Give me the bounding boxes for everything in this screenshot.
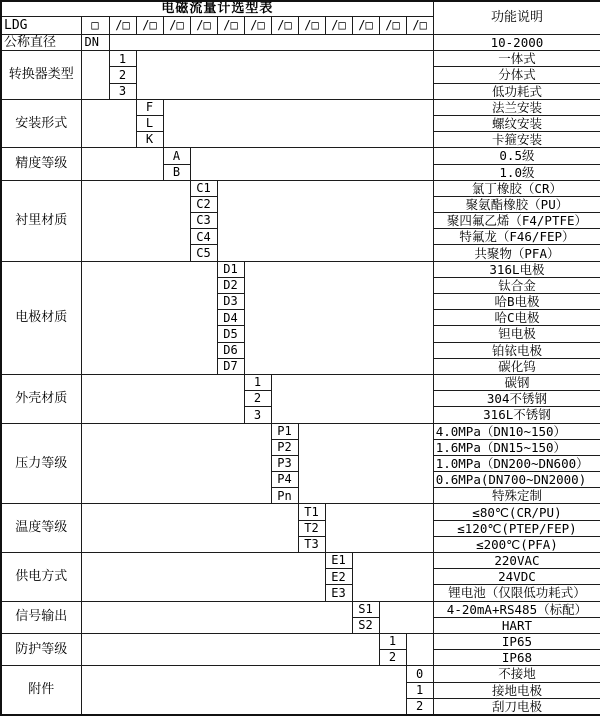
code-cell: 2 bbox=[379, 650, 406, 666]
model-code-slot: /□ bbox=[109, 16, 136, 34]
model-code-slot: /□ bbox=[271, 16, 298, 34]
code-cell: S2 bbox=[352, 617, 379, 633]
function-cell: 316L不锈钢 bbox=[433, 407, 600, 423]
code-cell: C3 bbox=[190, 213, 217, 229]
function-cell: 0.6MPa(DN700~DN2000) bbox=[433, 472, 600, 488]
code-cell: E3 bbox=[325, 585, 352, 601]
spacer-cell bbox=[81, 666, 406, 715]
spacer-cell bbox=[271, 374, 433, 423]
function-cell: 接地电极 bbox=[433, 682, 600, 698]
code-cell: 2 bbox=[244, 391, 271, 407]
code-cell: T3 bbox=[298, 536, 325, 552]
spacer-cell bbox=[136, 51, 433, 100]
group-label: 信号输出 bbox=[1, 601, 81, 633]
function-cell: 锂电池（仅限低功耗式） bbox=[433, 585, 600, 601]
code-cell: P1 bbox=[271, 423, 298, 439]
function-cell: 316L电极 bbox=[433, 261, 600, 277]
function-cell: ≤80℃(CR/PU) bbox=[433, 504, 600, 520]
code-cell: 2 bbox=[109, 67, 136, 83]
group-label: 公称直径 bbox=[1, 35, 81, 51]
function-cell: 哈C电极 bbox=[433, 310, 600, 326]
code-cell: D6 bbox=[217, 342, 244, 358]
spacer-cell bbox=[81, 553, 325, 602]
function-cell: 4-20mA+RS485（标配） bbox=[433, 601, 600, 617]
code-cell: S1 bbox=[352, 601, 379, 617]
function-cell: 钛合金 bbox=[433, 277, 600, 293]
spacer-cell bbox=[81, 374, 244, 423]
code-cell: C5 bbox=[190, 245, 217, 261]
code-cell: E2 bbox=[325, 569, 352, 585]
function-cell: 刮刀电极 bbox=[433, 698, 600, 715]
function-cell: 氯丁橡胶（CR） bbox=[433, 180, 600, 196]
code-cell: P2 bbox=[271, 439, 298, 455]
spacer-cell bbox=[406, 633, 433, 665]
function-cell: ≤120℃(PTEP/FEP) bbox=[433, 520, 600, 536]
code-cell: 2 bbox=[406, 698, 433, 715]
model-base-box: □ bbox=[81, 16, 109, 34]
code-cell: 3 bbox=[109, 83, 136, 99]
group-label: 电极材质 bbox=[1, 261, 81, 374]
spacer-cell bbox=[81, 261, 217, 374]
function-cell: 1.0级 bbox=[433, 164, 600, 180]
function-column-header: 功能说明 bbox=[433, 1, 600, 35]
spacer-cell bbox=[81, 148, 163, 180]
function-cell: 碳化钨 bbox=[433, 358, 600, 374]
function-cell: 铂铱电极 bbox=[433, 342, 600, 358]
code-cell: D3 bbox=[217, 294, 244, 310]
code-cell: K bbox=[136, 132, 163, 148]
code-cell: B bbox=[163, 164, 190, 180]
spacer-cell bbox=[81, 504, 298, 553]
spacer-cell bbox=[298, 423, 433, 504]
code-cell: 1 bbox=[244, 374, 271, 390]
function-cell: 螺纹安装 bbox=[433, 115, 600, 131]
model-code-slot: /□ bbox=[136, 16, 163, 34]
code-cell: 1 bbox=[379, 633, 406, 649]
spacer-cell bbox=[244, 261, 433, 374]
function-cell: IP68 bbox=[433, 650, 600, 666]
group-label: 精度等级 bbox=[1, 148, 81, 180]
function-cell: 一体式 bbox=[433, 51, 600, 67]
code-cell: T2 bbox=[298, 520, 325, 536]
function-cell: 1.0MPa（DN200~DN600） bbox=[433, 455, 600, 471]
model-code-slot: /□ bbox=[352, 16, 379, 34]
function-cell: 卡箍安装 bbox=[433, 132, 600, 148]
function-cell: 24VDC bbox=[433, 569, 600, 585]
model-code-slot: /□ bbox=[406, 16, 433, 34]
model-code-slot: /□ bbox=[244, 16, 271, 34]
model-code-slot: /□ bbox=[379, 16, 406, 34]
code-cell: C1 bbox=[190, 180, 217, 196]
group-label: 供电方式 bbox=[1, 553, 81, 602]
function-cell: 1.6MPa（DN15~150） bbox=[433, 439, 600, 455]
spacer-cell bbox=[109, 35, 433, 51]
code-cell: 1 bbox=[406, 682, 433, 698]
spacer-cell bbox=[81, 180, 190, 261]
function-cell: 4.0MPa（DN10~150） bbox=[433, 423, 600, 439]
code-cell: D7 bbox=[217, 358, 244, 374]
model-prefix-cell: LDG bbox=[1, 16, 81, 34]
function-cell: HART bbox=[433, 617, 600, 633]
spacer-cell bbox=[379, 601, 433, 633]
spacer-cell bbox=[217, 180, 433, 261]
function-cell: 不接地 bbox=[433, 666, 600, 682]
code-cell: P3 bbox=[271, 455, 298, 471]
code-cell: 3 bbox=[244, 407, 271, 423]
function-cell: 聚氨酯橡胶（PU） bbox=[433, 196, 600, 212]
code-cell: 1 bbox=[109, 51, 136, 67]
model-code-slot: /□ bbox=[217, 16, 244, 34]
code-cell: L bbox=[136, 115, 163, 131]
function-cell: 法兰安装 bbox=[433, 99, 600, 115]
function-cell: ≤200℃(PFA) bbox=[433, 536, 600, 552]
code-cell: D5 bbox=[217, 326, 244, 342]
code-cell: Pn bbox=[271, 488, 298, 504]
function-cell: 分体式 bbox=[433, 67, 600, 83]
spacer-cell bbox=[190, 148, 433, 180]
group-label: 安装形式 bbox=[1, 99, 81, 148]
code-cell: T1 bbox=[298, 504, 325, 520]
function-cell: 特氟龙（F46/FEP） bbox=[433, 229, 600, 245]
code-cell: A bbox=[163, 148, 190, 164]
function-cell: 304不锈钢 bbox=[433, 391, 600, 407]
spacer-cell bbox=[81, 601, 352, 633]
function-cell: 共聚物（PFA） bbox=[433, 245, 600, 261]
code-cell: DN bbox=[81, 35, 109, 51]
group-label: 外壳材质 bbox=[1, 374, 81, 423]
function-cell: 220VAC bbox=[433, 553, 600, 569]
function-cell: 低功耗式 bbox=[433, 83, 600, 99]
group-label: 压力等级 bbox=[1, 423, 81, 504]
spacer-cell bbox=[81, 51, 109, 100]
spacer-cell bbox=[81, 99, 136, 148]
group-label: 附件 bbox=[1, 666, 81, 715]
function-cell: 哈B电极 bbox=[433, 294, 600, 310]
code-cell: 0 bbox=[406, 666, 433, 682]
model-code-slot: /□ bbox=[190, 16, 217, 34]
function-cell: 碳钢 bbox=[433, 374, 600, 390]
code-cell: P4 bbox=[271, 472, 298, 488]
code-cell: E1 bbox=[325, 553, 352, 569]
function-cell: 特殊定制 bbox=[433, 488, 600, 504]
group-label: 温度等级 bbox=[1, 504, 81, 553]
table-title: 电磁流量计选型表 bbox=[1, 1, 433, 16]
selection-table-body bbox=[1, 1, 600, 715]
model-code-slot: /□ bbox=[325, 16, 352, 34]
code-cell: F bbox=[136, 99, 163, 115]
function-cell: 10-2000 bbox=[433, 35, 600, 51]
group-label: 防护等级 bbox=[1, 633, 81, 665]
group-label: 衬里材质 bbox=[1, 180, 81, 261]
code-cell: C2 bbox=[190, 196, 217, 212]
model-code-slot: /□ bbox=[298, 16, 325, 34]
model-code-slot: /□ bbox=[163, 16, 190, 34]
function-cell: IP65 bbox=[433, 633, 600, 649]
code-cell: C4 bbox=[190, 229, 217, 245]
code-cell: D4 bbox=[217, 310, 244, 326]
spacer-cell bbox=[325, 504, 433, 553]
code-cell: D1 bbox=[217, 261, 244, 277]
function-cell: 钽电极 bbox=[433, 326, 600, 342]
spacer-cell bbox=[163, 99, 433, 148]
spacer-cell bbox=[81, 633, 379, 665]
spacer-cell bbox=[352, 553, 433, 602]
code-cell: D2 bbox=[217, 277, 244, 293]
spacer-cell bbox=[81, 423, 271, 504]
function-cell: 聚四氟乙烯（F4/PTFE） bbox=[433, 213, 600, 229]
function-cell: 0.5级 bbox=[433, 148, 600, 164]
group-label: 转换器类型 bbox=[1, 51, 81, 100]
